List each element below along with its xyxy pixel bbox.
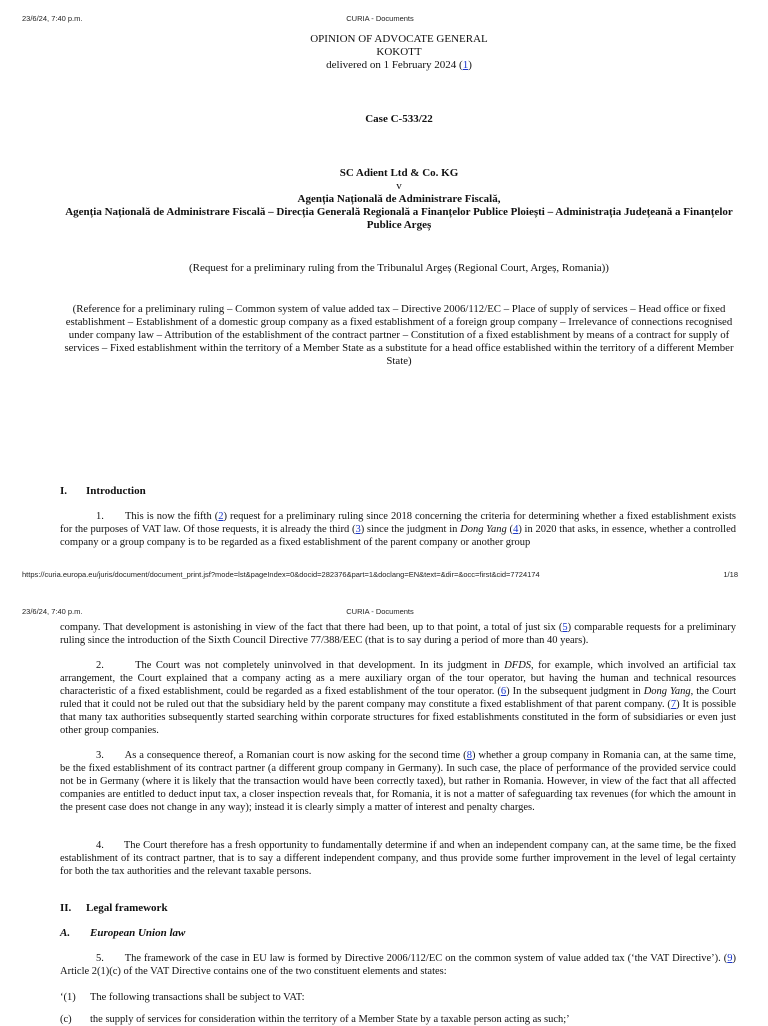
header-datetime-2: 23/6/24, 7:40 p.m. [22, 607, 83, 616]
quote-item-1 [60, 991, 736, 1004]
section-title: Introduction [86, 485, 146, 497]
case-name-dfds: DFDS [504, 660, 532, 671]
section-title: Legal framework [86, 902, 168, 914]
p4-text: The Court therefore has a fresh opportunity to fundamentally determine if and when an independent company can, at the same time, be the fixed establishment of its contract partner, that is to say a different independent company, and thus provide some further improvement in the level of legal certainty for both the tax authorities and the relevant taxable persons. [60, 840, 737, 877]
footnote-link-8[interactable]: 8 [466, 750, 472, 761]
footnote-link-2[interactable]: 2 [218, 511, 224, 522]
paragraph-number: 1. [96, 511, 104, 522]
paragraph-4 [60, 839, 736, 878]
paragraph-1-continued [60, 621, 736, 647]
paragraph-number: 2. [96, 660, 104, 671]
p2-text-a: The Court was not completely uninvolved in that development. In its judgment in [135, 660, 505, 671]
p5-text-a: The framework of the case in EU law is formed by Directive 2006/112/EC on the common system of value added tax (‘the VAT Directive’). ( [124, 953, 728, 964]
keywords-block: (Reference for a preliminary ruling – Common system of value added tax – Directive 2006/112/EC – Place of supply of services – Head office or fixed establishment – Establishment of a domestic group company as a fixed establishment of a foreign group company – Irrelevance of connections recognised under company law – Attribution of the establishment of the contract partner – Constitution of a fixed establishment by means of a contract for supply of services – Fixed establishment within the territory of a Member State as a substitute for a head office established within the territory of a different Member State) [64, 303, 734, 367]
paragraph-number: 5. [96, 953, 104, 964]
p2-text-e: ) It is possible that many tax authorities subsequently started searching within corporate structures for fixed establishments constituted in the form of subsidiaries or even just other group companies. [60, 699, 736, 736]
quote-text: The following transactions shall be subject to VAT: [90, 992, 305, 1003]
opinion-title [60, 33, 738, 72]
paragraph-2 [60, 659, 736, 737]
party-versus: v [396, 180, 402, 192]
p1c-text-a: company. That development is astonishing in view of the fact that there had been, up to that point, a total of just six ( [60, 622, 563, 633]
p2-text-c: ) In the subsequent judgment in [506, 686, 644, 697]
delivered-close: ) [468, 59, 472, 71]
p1c-text-b: ) comparable requests for a preliminary ruling since the introduction of the Sixth Council Directive 77/388/EEC (that is to say during a period of more than 40 years). [60, 622, 736, 646]
p5-text-b: ) Article 2(1)(c) of the VAT Directive contains one of the two constituent elements and states: [60, 953, 737, 977]
p2-text-b: , for example, which involved an artificial tax arrangement, the Court explained that a company acting as a mere auxiliary organ of the tour operator, but having the human and technical resources characteristic of a fixed establishment, could be regarded as a fixed establishment of the tour operator. ( [60, 660, 737, 697]
paragraph-5 [60, 952, 736, 978]
footnote-link-4[interactable]: 4 [513, 524, 519, 535]
p1-text-b: ) request for a preliminary ruling since 2018 concerning the criteria for determining whether a fixed establishment exists for the purposes of VAT law. Of those requests, it is already the third ( [60, 511, 737, 535]
subsection-title: European Union law [90, 927, 186, 939]
delivered-text: delivered on 1 February 2024 ( [326, 59, 463, 71]
p1-text-d: ( [506, 524, 514, 535]
parties-block [60, 167, 738, 232]
page-header [22, 14, 738, 26]
p1-text-a: This is now the fifth ( [125, 511, 219, 522]
quote-number: (c) [60, 1014, 72, 1025]
subsection-number: A. [60, 927, 71, 939]
footer-page-number: 1/18 [723, 570, 738, 579]
party-defendant-1: Agenția Națională de Administrare Fiscală, [297, 193, 501, 205]
title-line-3 [60, 59, 738, 72]
footnote-link-5[interactable]: 5 [562, 622, 568, 633]
quote-text: the supply of services for consideration within the territory of a Member State by a taxable person acting as such;’ [90, 1014, 570, 1025]
case-number: Case C‑533/22 [365, 113, 433, 125]
case-name-dong-yang-2: Dong Yang [643, 686, 691, 697]
request-line: (Request for a preliminary ruling from the Tribunalul Argeș (Regional Court, Argeș, Romania)) [189, 262, 609, 274]
case-name-dong-yang: Dong Yang [460, 524, 507, 535]
footnote-link-6[interactable]: 6 [500, 686, 507, 697]
p3-text-b: ) whether a group company in Romania can, at the same time, be the fixed establishment of its contract partner (a different group company in Germany). In such case, the place of performance of the provided service could not be in Germany (where it is likely that the transaction would have been correctly taxed), but rather in Romania. However, in view of the fact that all affected companies are entitled to deduct input tax, a closer inspection reveals that, for Romania, it is not a matter of safeguarding tax revenues (for which the amount in the present case does not change in any way); instead it is clearly simply a matter of interest and penalty charges. [60, 750, 737, 813]
quote-item-2 [60, 1013, 736, 1026]
page-footer [22, 570, 738, 582]
title-line-2: KOKOTT [376, 46, 422, 58]
p1-text-e: ) in 2020 that asks, in essence, whether a controlled company or a group company is to be regarded as a fixed establishment of the parent company or another group [60, 524, 736, 548]
footnote-link-1[interactable]: 1 [462, 59, 469, 71]
footnote-link-3[interactable]: 3 [355, 524, 361, 535]
footnote-link-7[interactable]: 7 [670, 699, 677, 710]
title-line-1: OPINION OF ADVOCATE GENERAL [310, 33, 488, 45]
quote-number: ‘(1) [60, 992, 76, 1003]
paragraph-1 [60, 510, 736, 549]
section-heading-legal-framework [60, 902, 168, 914]
paragraph-number: 4. [96, 840, 104, 851]
paragraph-number: 3. [96, 750, 104, 761]
footer-url[interactable]: https://curia.europa.eu/juris/document/document_print.jsf?mode=lst&pageIndex=0&docid=282376&part=1&doclang=EN&text=&dir=&occ=first&cid=7724174 [22, 570, 540, 579]
header-datetime: 23/6/24, 7:40 p.m. [22, 14, 83, 23]
page-header-2 [22, 607, 738, 619]
header-site-2: CURIA - Documents [346, 607, 414, 616]
section-number: I. [60, 485, 68, 497]
paragraph-3 [60, 749, 736, 814]
section-heading-introduction [60, 485, 146, 497]
p1-text-c: ) since the judgment in [360, 524, 461, 535]
footnote-link-9[interactable]: 9 [727, 953, 733, 964]
header-site: CURIA - Documents [346, 14, 414, 23]
party-defendant-2: Agenția Națională de Administrare Fiscală – Direcția Generală Regională a Finanțelor Publice Ploiești – Administrația Județeană a Finanțelor Publice Argeș [65, 206, 733, 231]
section-number: II. [60, 902, 72, 914]
subsection-heading-eu-law [60, 927, 185, 939]
p3-text-a: As a consequence thereof, a Romanian court is now asking for the second time ( [124, 750, 467, 761]
p2-text-d: , the Court ruled that it could not be ruled out that the subsidiary held by the parent company may constitute a fixed establishment of that parent company. ( [60, 686, 736, 710]
party-applicant: SC Adient Ltd & Co. KG [339, 167, 459, 179]
